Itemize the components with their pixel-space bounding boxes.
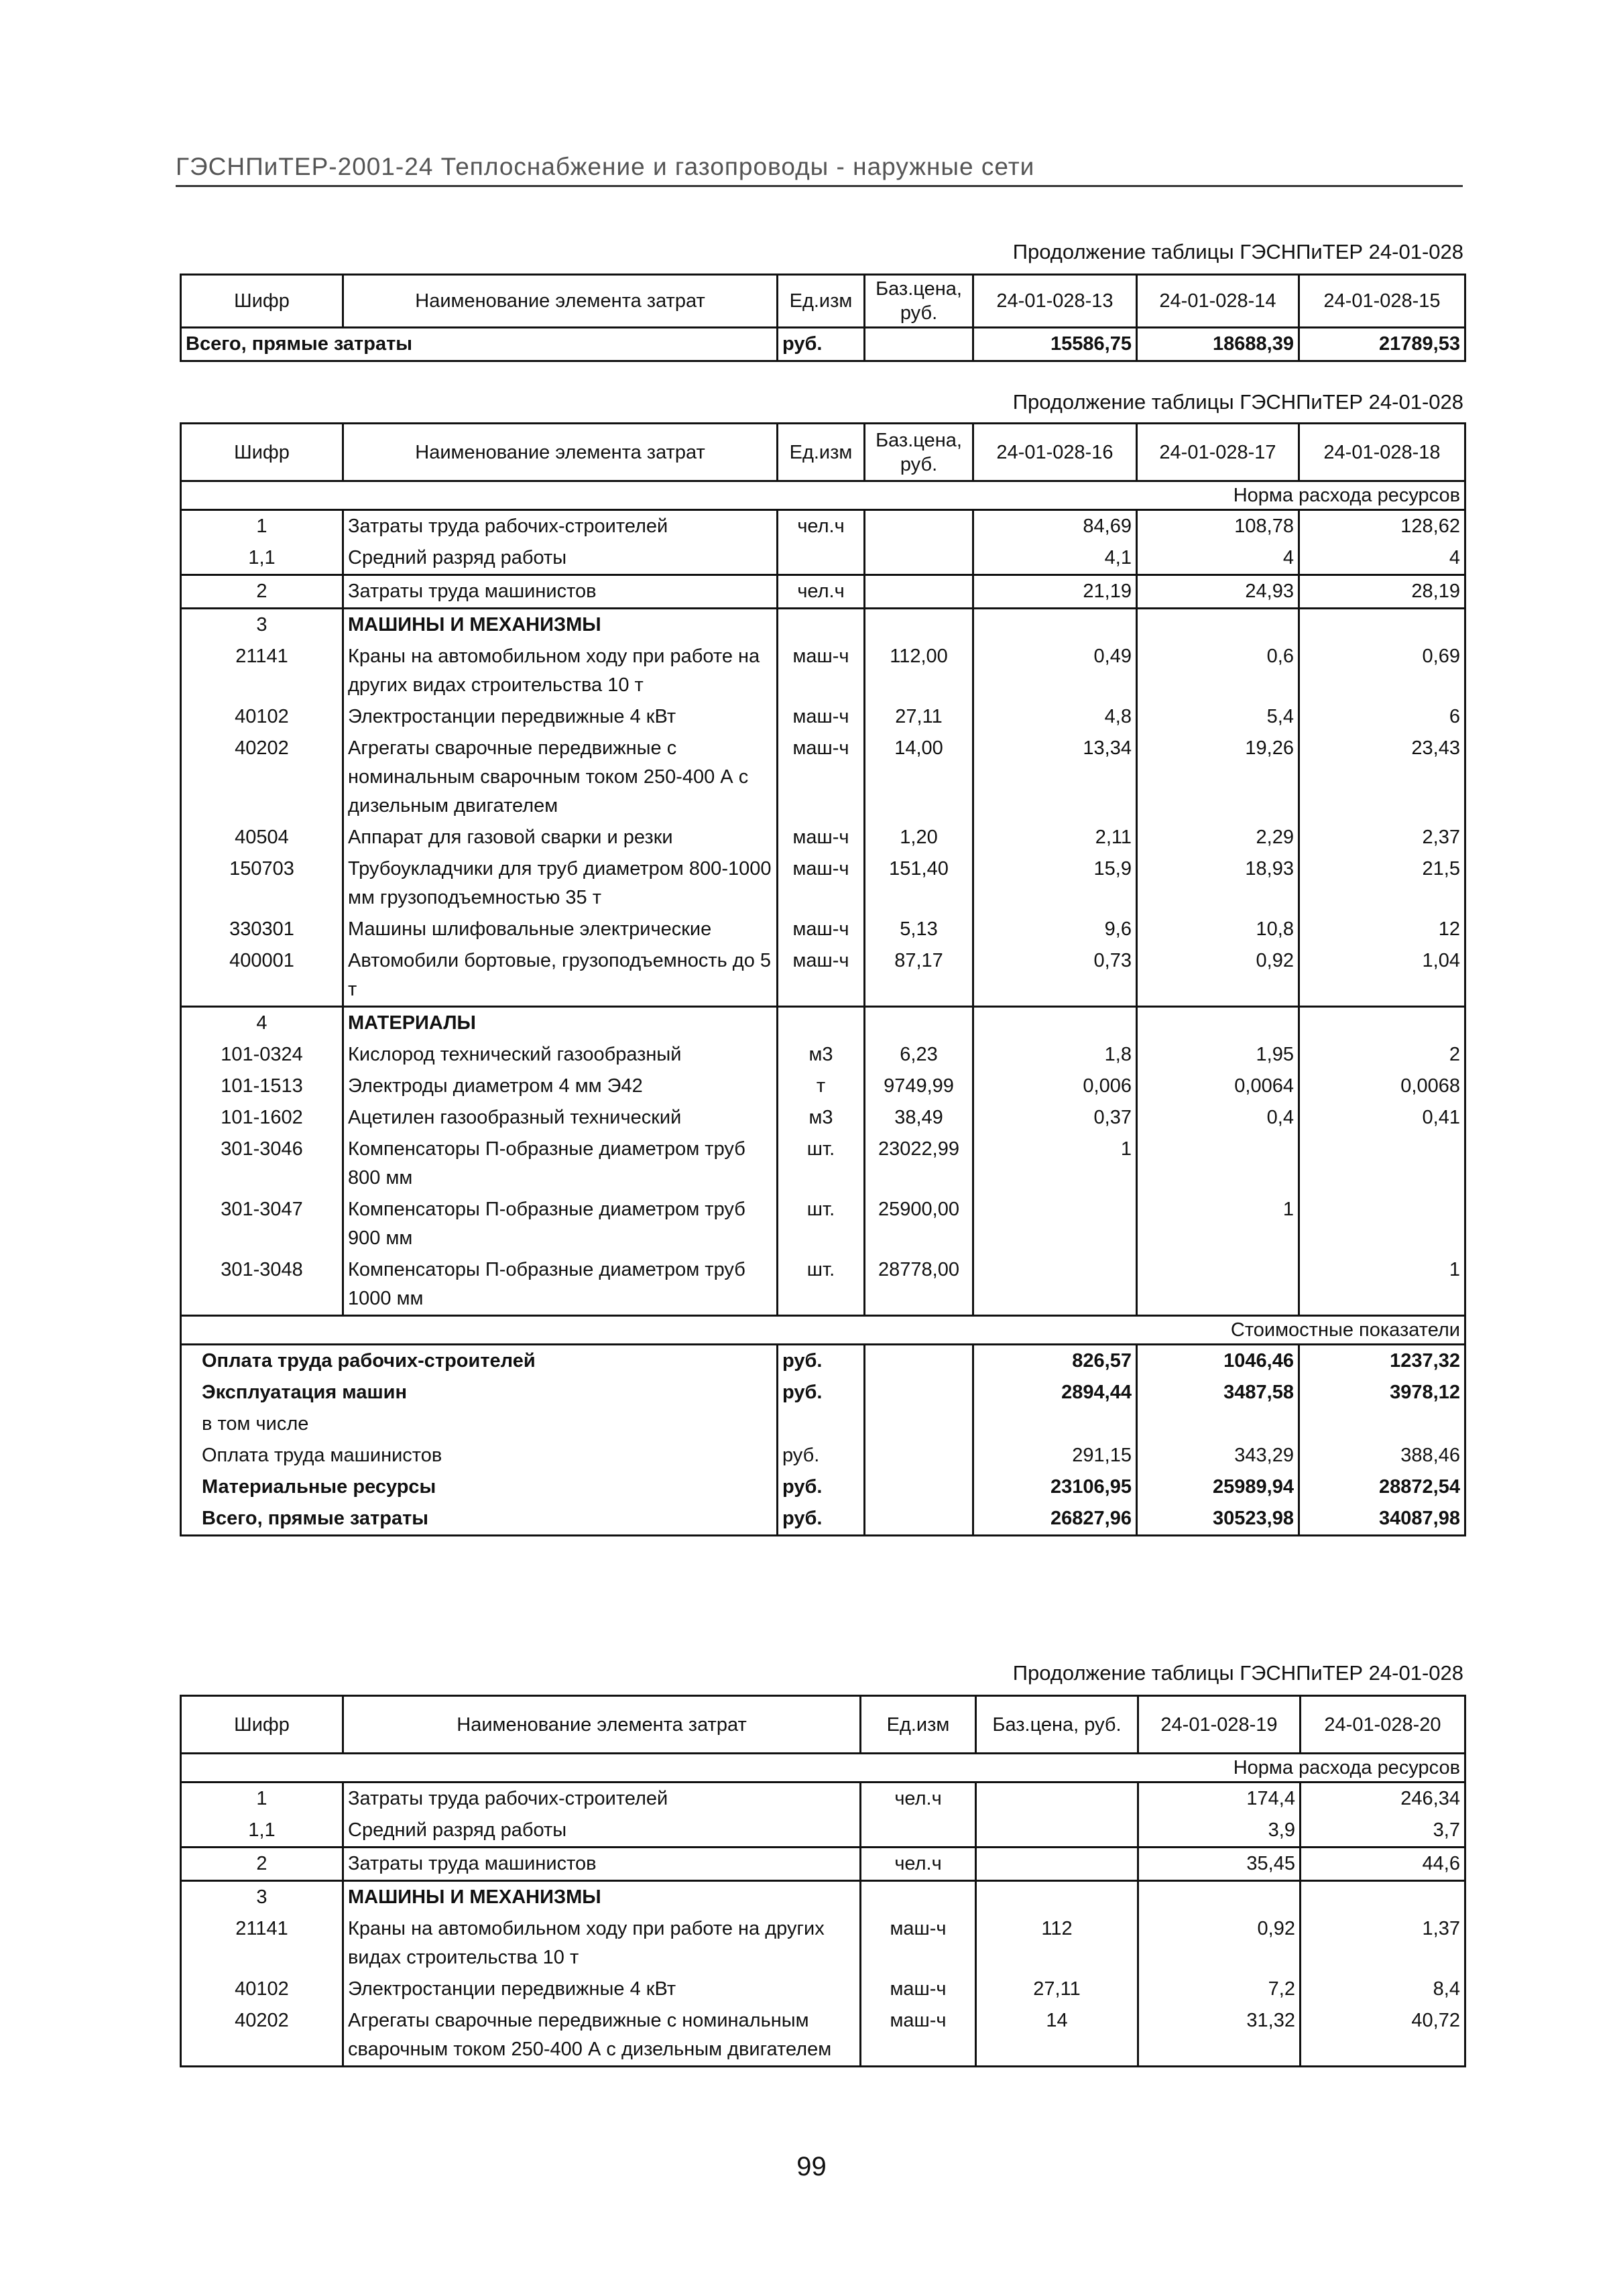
row-name: Затраты труда машинистов [343,575,778,609]
row-unit: маш-ч [778,914,865,945]
row-code: 21141 [181,641,343,701]
row-value: 0,6 [1137,641,1299,701]
cost-value: 388,46 [1299,1440,1465,1471]
row-value: 0,92 [1137,945,1299,1007]
cost-value [973,1408,1137,1440]
row-value: 0,37 [973,1102,1137,1134]
row-unit: маш-ч [778,733,865,822]
table-row [181,1848,1465,1881]
row-name: МАШИНЫ И МЕХАНИЗМЫ [343,609,778,642]
row-name: Средний разряд работы [343,542,778,575]
row-price: 14 [976,2005,1138,2067]
col-code-14: 24-01-028-14 [1137,275,1299,328]
row-unit: маш-ч [778,641,865,701]
row-price [976,1848,1138,1881]
row-name: Аппарат для газовой сварки и резки [343,822,778,853]
cost-row [181,1503,1465,1536]
row-unit: шт. [778,1194,865,1254]
cost-value: 3487,58 [1137,1377,1299,1408]
table-row [181,1007,1465,1040]
row-code: 3 [181,1881,343,1914]
row-code: 101-0324 [181,1039,343,1071]
col-unit-header: Ед.изм [778,275,865,328]
cost-unit: руб. [778,1345,865,1378]
row-name: Средний разряд работы [343,1815,861,1848]
table-row [181,2005,1465,2067]
cost-price [865,1440,973,1471]
row-code: 400001 [181,945,343,1007]
table-row [181,1974,1465,2005]
row-value: 2,11 [973,822,1137,853]
row-unit [861,1881,976,1914]
row-value: 1 [1137,1194,1299,1254]
row-value: 6 [1299,701,1465,733]
table-row [181,542,1465,575]
row-unit: маш-ч [778,701,865,733]
table-row [181,575,1465,609]
row-value [973,609,1137,642]
row-value: 108,78 [1137,510,1299,543]
col-name-header: Наименование элемента затрат [343,275,778,328]
row-value [1138,1881,1301,1914]
table-row [181,1783,1465,1815]
table2-caption: Продолжение таблицы ГЭСНПиТЕР 24-01-028 [1012,390,1463,414]
row-value [1299,609,1465,642]
table-row [181,1254,1465,1316]
row-unit: м3 [778,1039,865,1071]
row-code: 1,1 [181,542,343,575]
row-value [1137,1254,1299,1316]
row-price: 23022,99 [865,1134,973,1194]
col-code-16: 24-01-028-16 [973,424,1137,481]
row-name: Затраты труда машинистов [343,1848,861,1881]
row-value: 10,8 [1137,914,1299,945]
table-row [181,1134,1465,1194]
row-unit: м3 [778,1102,865,1134]
cost-value: 2894,44 [973,1377,1137,1408]
row-unit: маш-ч [778,945,865,1007]
table-row [181,1815,1465,1848]
cost-value [1299,1408,1465,1440]
row-value [1299,1194,1465,1254]
table1 [180,274,1466,362]
cost-value: 30523,98 [1137,1503,1299,1536]
row-value: 3,9 [1138,1815,1301,1848]
table-row [181,1194,1465,1254]
row-price [865,575,973,609]
total-label: Всего, прямые затраты [181,328,778,361]
row-unit [778,542,865,575]
row-code: 21141 [181,1913,343,1974]
row-price: 27,11 [865,701,973,733]
row-value: 21,5 [1299,853,1465,914]
col-code-header: Шифр [181,424,343,481]
cost-value: 25989,94 [1137,1471,1299,1503]
row-value: 15,9 [973,853,1137,914]
row-value: 1,37 [1301,1913,1465,1974]
row-price [976,1783,1138,1815]
norm-label: Норма расхода ресурсов [181,481,1465,510]
cost-value: 3978,12 [1299,1377,1465,1408]
row-value: 1,8 [973,1039,1137,1071]
row-price [865,510,973,543]
row-price: 6,23 [865,1039,973,1071]
row-value: 8,4 [1301,1974,1465,2005]
row-code: 1,1 [181,1815,343,1848]
row-value [1137,609,1299,642]
table3-caption: Продолжение таблицы ГЭСНПиТЕР 24-01-028 [1012,1661,1463,1685]
row-name: МАШИНЫ И МЕХАНИЗМЫ [343,1881,861,1914]
cost-label: Всего, прямые затраты [181,1503,778,1536]
row-value: 0,69 [1299,641,1465,701]
row-unit [778,1007,865,1040]
row-value: 7,2 [1138,1974,1301,2005]
row-value: 21,19 [973,575,1137,609]
row-value: 246,34 [1301,1783,1465,1815]
row-value: 5,4 [1137,701,1299,733]
cost-label: Материальные ресурсы [181,1471,778,1503]
row-name: Электростанции передвижные 4 кВт [343,701,778,733]
cost-label: Оплата труда машинистов [181,1440,778,1471]
col-unit-header: Ед.изм [861,1696,976,1754]
row-unit: чел.ч [861,1848,976,1881]
row-unit: чел.ч [861,1783,976,1815]
row-value: 24,93 [1137,575,1299,609]
col-price-header: Баз.цена, руб. [865,275,973,328]
row-value: 1 [1299,1254,1465,1316]
row-price: 87,17 [865,945,973,1007]
cost-row [181,1471,1465,1503]
cost-label: Стоимостные показатели [181,1316,1465,1345]
cost-row [181,1408,1465,1440]
cost-value: 826,57 [973,1345,1137,1378]
row-price: 151,40 [865,853,973,914]
row-name: Автомобили бортовые, грузоподъемность до 5 т [343,945,778,1007]
row-price: 112,00 [865,641,973,701]
row-price [865,542,973,575]
row-value: 174,4 [1138,1783,1301,1815]
row-value: 12 [1299,914,1465,945]
row-price: 25900,00 [865,1194,973,1254]
row-unit: маш-ч [861,2005,976,2067]
cost-value: 34087,98 [1299,1503,1465,1536]
cost-value: 1046,46 [1137,1345,1299,1378]
col-code-19: 24-01-028-19 [1138,1696,1301,1754]
row-price: 9749,99 [865,1071,973,1102]
row-value [1137,1134,1299,1194]
row-price: 38,49 [865,1102,973,1134]
row-value [1137,1007,1299,1040]
table-row [181,733,1465,822]
row-name: Электроды диаметром 4 мм Э42 [343,1071,778,1102]
row-value: 4,8 [973,701,1137,733]
col-code-header: Шифр [181,1696,343,1754]
row-value: 9,6 [973,914,1137,945]
row-price [976,1815,1138,1848]
table-row [181,822,1465,853]
row-value: 0,0064 [1137,1071,1299,1102]
cost-price [865,1471,973,1503]
cost-unit: руб. [778,1503,865,1536]
row-value: 1,04 [1299,945,1465,1007]
cost-value: 23106,95 [973,1471,1137,1503]
row-value [1299,1134,1465,1194]
col-code-15: 24-01-028-15 [1299,275,1465,328]
row-name: Компенсаторы П-образные диаметром труб 1000 мм [343,1254,778,1316]
cost-price [865,1345,973,1378]
row-code: 150703 [181,853,343,914]
row-code: 101-1513 [181,1071,343,1102]
total-unit: руб. [778,328,865,361]
row-value: 18,93 [1137,853,1299,914]
table-row [181,1071,1465,1102]
col-code-18: 24-01-028-18 [1299,424,1465,481]
row-value: 1 [973,1134,1137,1194]
cost-label: в том числе [181,1408,778,1440]
row-value: 2,29 [1137,822,1299,853]
col-code-17: 24-01-028-17 [1137,424,1299,481]
row-price: 14,00 [865,733,973,822]
col-price-header: Баз.цена, руб. [976,1696,1138,1754]
row-name: Кислород технический газообразный [343,1039,778,1071]
row-value: 2,37 [1299,822,1465,853]
cost-row [181,1440,1465,1471]
row-name: Агрегаты сварочные передвижные с номинальным сварочным током 250-400 А с дизельным двигателем [343,2005,861,2067]
row-value: 13,34 [973,733,1137,822]
row-code: 1 [181,510,343,543]
col-name-header: Наименование элемента затрат [343,424,778,481]
page-header: ГЭСНПиТЕР-2001-24 Теплоснабжение и газопроводы - наружные сети [176,153,1463,187]
row-name: Затраты труда рабочих-строителей [343,1783,861,1815]
total-value: 15586,75 [973,328,1137,361]
row-unit [861,1815,976,1848]
row-name: Ацетилен газообразный технический [343,1102,778,1134]
table-row [181,328,1465,361]
table-row [181,853,1465,914]
row-value: 2 [1299,1039,1465,1071]
row-value: 0,4 [1137,1102,1299,1134]
row-unit: чел.ч [778,510,865,543]
row-value: 4,1 [973,542,1137,575]
row-value: 40,72 [1301,2005,1465,2067]
row-code: 101-1602 [181,1102,343,1134]
col-code-13: 24-01-028-13 [973,275,1137,328]
row-price: 27,11 [976,1974,1138,2005]
row-code: 330301 [181,914,343,945]
cost-price [865,1408,973,1440]
row-name: Трубоукладчики для труб диаметром 800-1000 мм грузоподъемностью 35 т [343,853,778,914]
cost-row [181,1345,1465,1378]
row-value: 19,26 [1137,733,1299,822]
row-value: 0,41 [1299,1102,1465,1134]
cost-value: 1237,32 [1299,1345,1465,1378]
row-value [973,1254,1137,1316]
cost-price [865,1377,973,1408]
cost-unit: руб. [778,1471,865,1503]
row-code: 301-3046 [181,1134,343,1194]
row-price [976,1881,1138,1914]
row-value: 3,7 [1301,1815,1465,1848]
cost-unit: руб. [778,1377,865,1408]
col-unit-header: Ед.изм [778,424,865,481]
row-value: 84,69 [973,510,1137,543]
row-value: 1,95 [1137,1039,1299,1071]
row-code: 40202 [181,2005,343,2067]
cost-value: 28872,54 [1299,1471,1465,1503]
row-code: 40102 [181,701,343,733]
row-unit [778,609,865,642]
cost-value [1137,1408,1299,1440]
table3 [180,1695,1466,2067]
row-value: 0,92 [1138,1913,1301,1974]
total-value: 21789,53 [1299,328,1465,361]
row-price [865,609,973,642]
col-name-header: Наименование элемента затрат [343,1696,861,1754]
row-name: Агрегаты сварочные передвижные с номинальным сварочным током 250-400 А с дизельным двигателем [343,733,778,822]
row-unit: маш-ч [778,853,865,914]
row-unit: т [778,1071,865,1102]
total-value: 18688,39 [1137,328,1299,361]
row-name: Затраты труда рабочих-строителей [343,510,778,543]
col-code-20: 24-01-028-20 [1301,1696,1465,1754]
cost-value: 26827,96 [973,1503,1137,1536]
row-name: Компенсаторы П-образные диаметром труб 900 мм [343,1194,778,1254]
row-unit: шт. [778,1134,865,1194]
row-price [865,1007,973,1040]
page-number: 99 [796,2152,827,2181]
table-row [181,914,1465,945]
table-row [181,510,1465,543]
row-code: 2 [181,575,343,609]
row-price: 112 [976,1913,1138,1974]
col-price-header: Баз.цена, руб. [865,424,973,481]
row-value: 4 [1137,542,1299,575]
table-row [181,1102,1465,1134]
row-value: 35,45 [1138,1848,1301,1881]
row-unit: маш-ч [861,1913,976,1974]
row-value: 128,62 [1299,510,1465,543]
row-value: 0,49 [973,641,1137,701]
row-price: 5,13 [865,914,973,945]
cost-unit: руб. [778,1440,865,1471]
row-code: 40102 [181,1974,343,2005]
table-row [181,701,1465,733]
row-value: 28,19 [1299,575,1465,609]
table-row [181,1913,1465,1974]
row-code: 40504 [181,822,343,853]
row-code: 40202 [181,733,343,822]
norm-label: Норма расхода ресурсов [181,1754,1465,1783]
cost-unit [778,1408,865,1440]
table-row [181,609,1465,642]
row-value [973,1007,1137,1040]
total-price [865,328,973,361]
table-row [181,945,1465,1007]
col-code-header: Шифр [181,275,343,328]
table-row [181,1039,1465,1071]
cost-value: 343,29 [1137,1440,1299,1471]
row-code: 3 [181,609,343,642]
table-row [181,641,1465,701]
table-row [181,1881,1465,1914]
row-value: 0,73 [973,945,1137,1007]
row-value: 23,43 [1299,733,1465,822]
row-code: 301-3048 [181,1254,343,1316]
row-name: Краны на автомобильном ходу при работе на других видах строительства 10 т [343,1913,861,1974]
row-name: Компенсаторы П-образные диаметром труб 800 мм [343,1134,778,1194]
row-code: 2 [181,1848,343,1881]
row-unit: чел.ч [778,575,865,609]
row-value [1301,1881,1465,1914]
row-name: МАТЕРИАЛЫ [343,1007,778,1040]
row-code: 301-3047 [181,1194,343,1254]
row-price: 28778,00 [865,1254,973,1316]
row-name: Электростанции передвижные 4 кВт [343,1974,861,2005]
row-value: 0,006 [973,1071,1137,1102]
row-value [973,1194,1137,1254]
cost-value: 291,15 [973,1440,1137,1471]
row-value: 44,6 [1301,1848,1465,1881]
table1-caption: Продолжение таблицы ГЭСНПиТЕР 24-01-028 [1012,240,1463,263]
row-code: 4 [181,1007,343,1040]
table2 [180,422,1466,1536]
row-value: 0,0068 [1299,1071,1465,1102]
row-value [1299,1007,1465,1040]
row-unit: маш-ч [778,822,865,853]
row-unit: шт. [778,1254,865,1316]
row-name: Краны на автомобильном ходу при работе на других видах строительства 10 т [343,641,778,701]
row-code: 1 [181,1783,343,1815]
row-unit: маш-ч [861,1974,976,2005]
cost-label: Оплата труда рабочих-строителей [181,1345,778,1378]
cost-row [181,1377,1465,1408]
row-value: 4 [1299,542,1465,575]
row-name: Машины шлифовальные электрические [343,914,778,945]
row-price: 1,20 [865,822,973,853]
cost-label: Эксплуатация машин [181,1377,778,1408]
row-value: 31,32 [1138,2005,1301,2067]
cost-price [865,1503,973,1536]
